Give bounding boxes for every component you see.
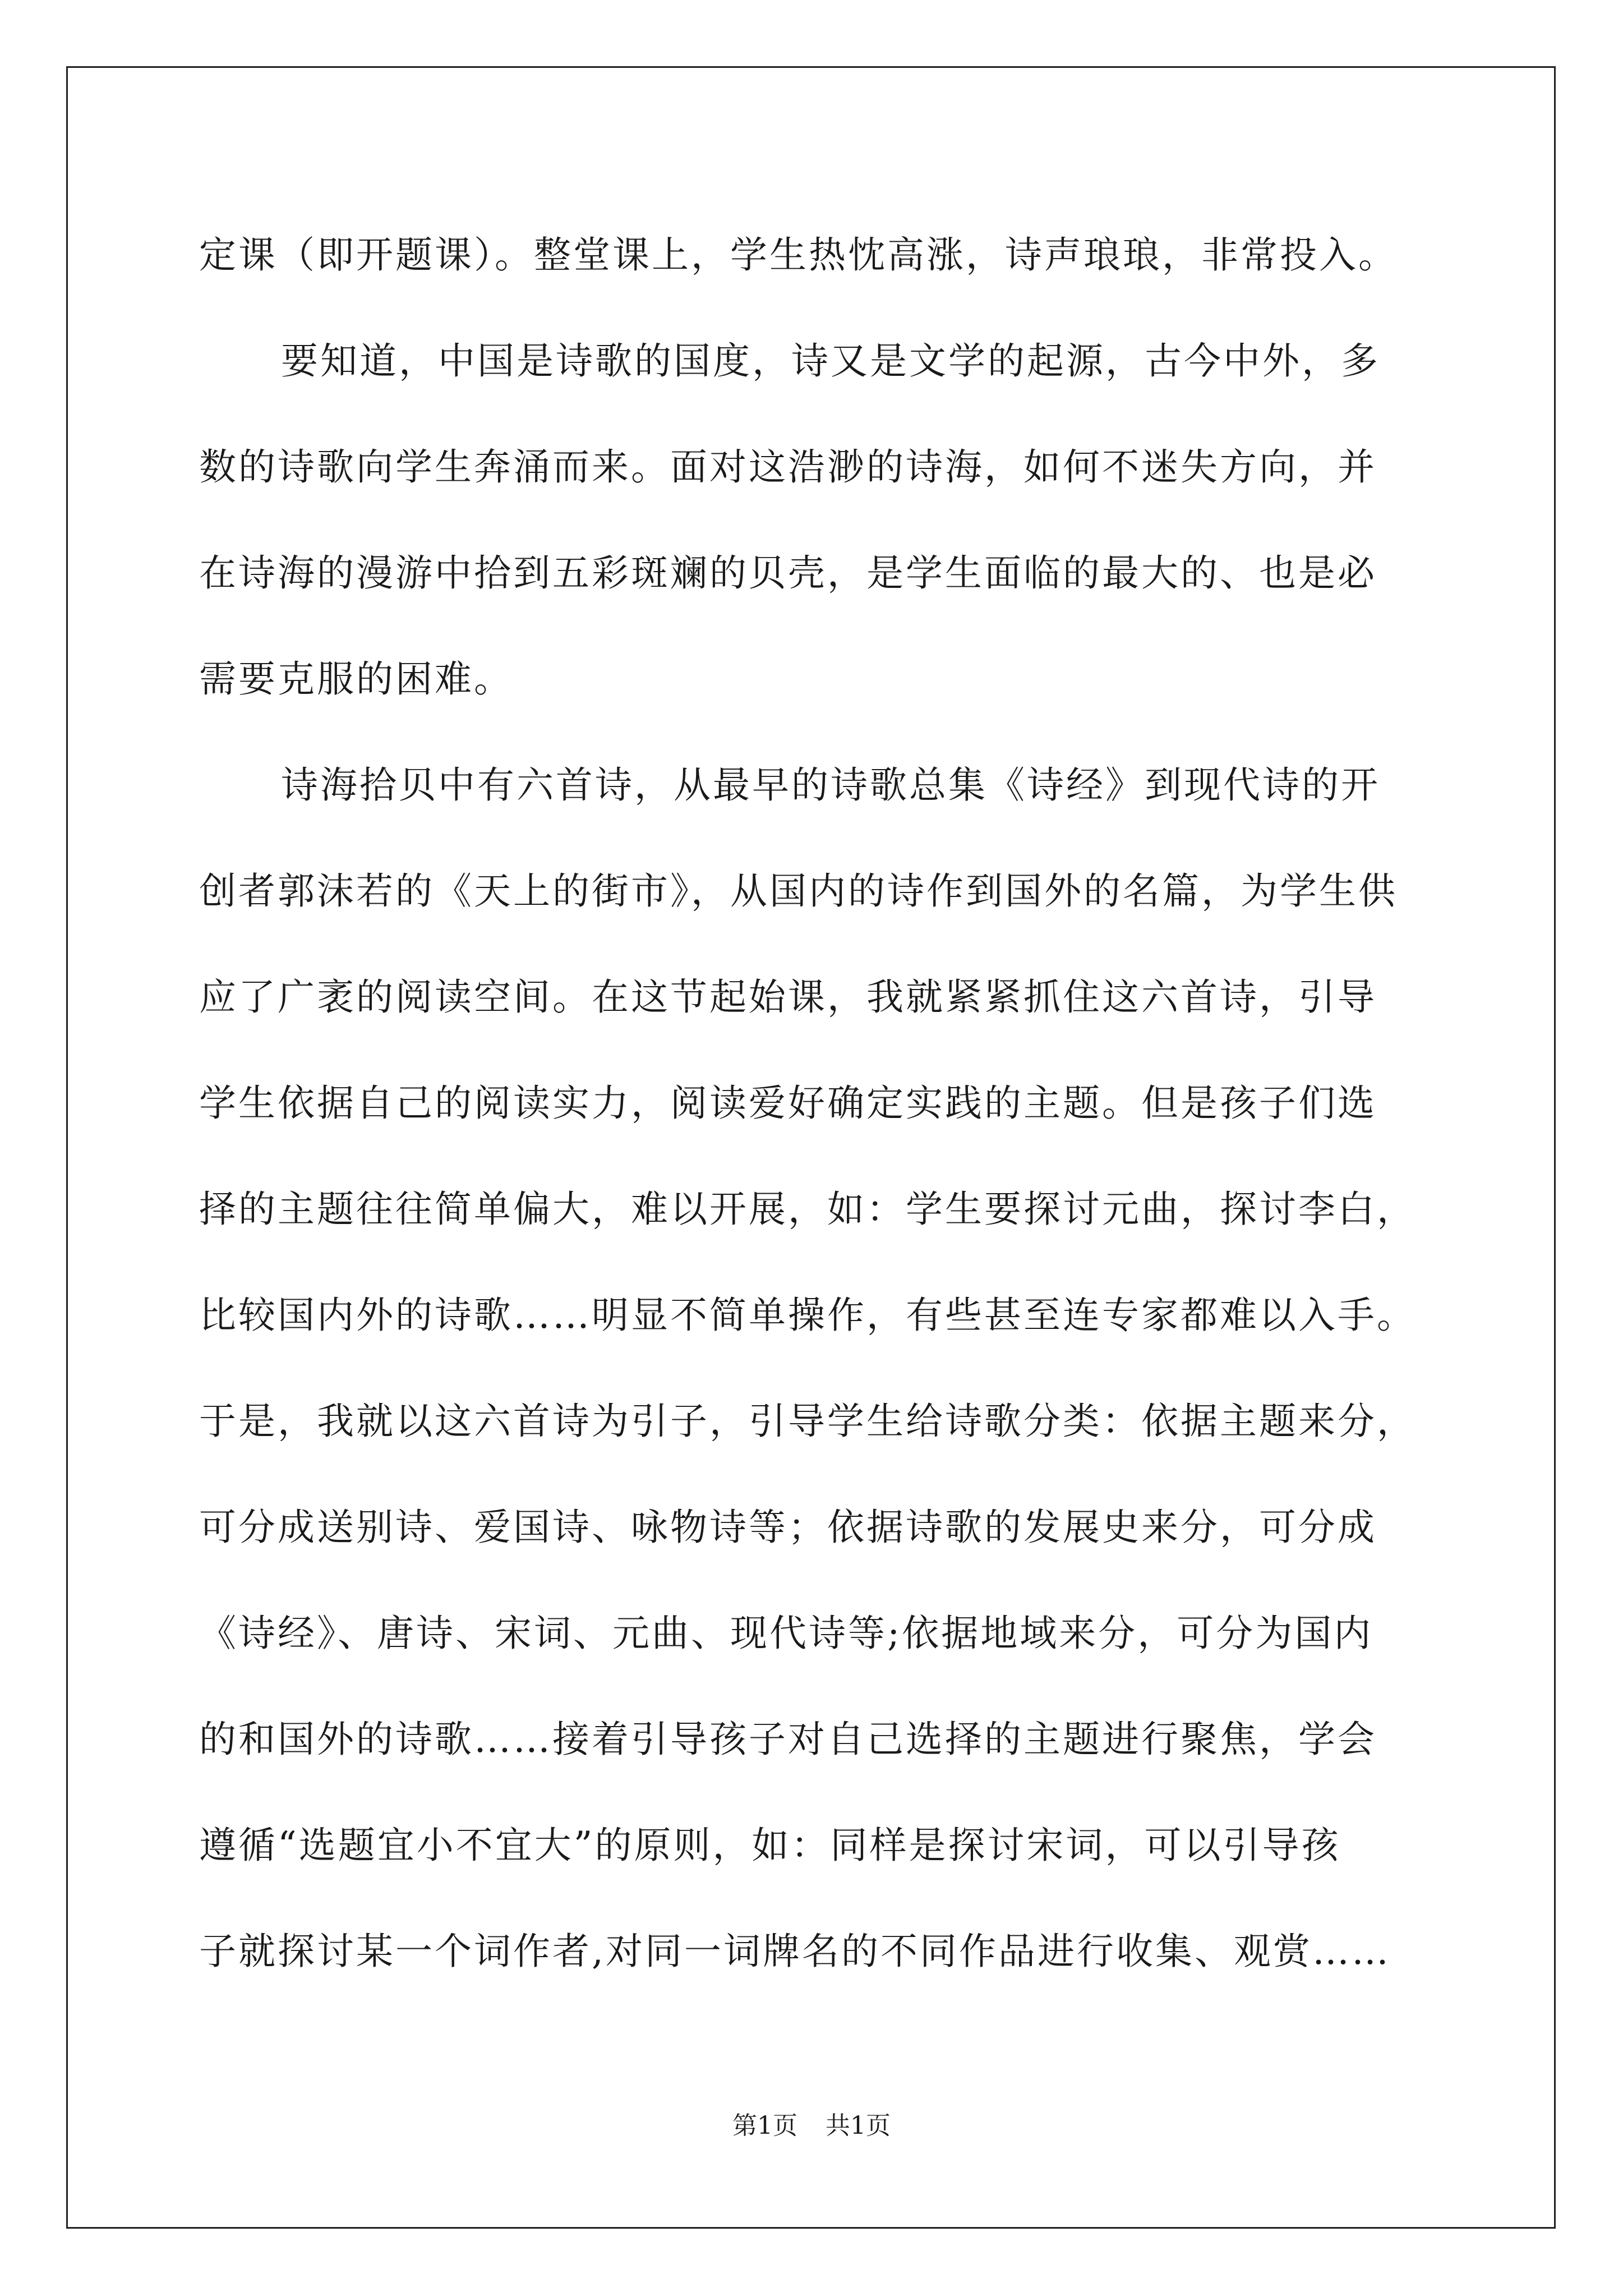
text-line: 在诗海的漫游中拾到五彩斑斓的贝壳，是学生面临的最大的、也是必 <box>199 551 1377 595</box>
page-number: 第1页 <box>732 2111 797 2140</box>
text-line: 可分成送别诗、爱国诗、咏物诗等；依据诗歌的发展史来分，可分成 <box>199 1506 1377 1549</box>
text-line: 《诗经》、唐诗、宋词、元曲、现代诗等;依据地域来分，可分为国内 <box>199 1612 1373 1655</box>
paragraph-start-line: 诗海拾贝中有六首诗，从最早的诗歌总集《诗经》到现代诗的开 <box>281 763 1380 807</box>
text-line: 的和国外的诗歌……接着引导孩子对自己选择的主题进行聚焦，学会 <box>199 1718 1377 1761</box>
text-line: 定课（即开题课）。整堂课上，学生热忱高涨，诗声琅琅，非常投入。 <box>199 233 1398 277</box>
text-line: 子就探讨某一个词作者,对同一词牌名的不同作品进行收集、观赏…… <box>199 1930 1391 1973</box>
page-total: 共1页 <box>826 2111 891 2140</box>
text-line: 创者郭沫若的《天上的街市》，从国内的诗作到国外的名篇，为学生供 <box>199 869 1398 913</box>
document-body <box>199 202 1433 2004</box>
page-footer <box>0 2109 1623 2143</box>
text-line: 数的诗歌向学生奔涌而来。面对这浩渺的诗海，如何不迷失方向，并 <box>199 445 1377 489</box>
text-line: 遵循“选题宜小不宜大”的原则，如：同样是探讨宋词，可以引导孩 <box>199 1824 1341 1867</box>
text-line: 比较国内外的诗歌……明显不简单操作，有些甚至连专家都难以入手。 <box>199 1294 1416 1337</box>
paragraph-start-line: 要知道，中国是诗歌的国度，诗又是文学的起源，古今中外，多 <box>281 339 1380 383</box>
text-line: 需要克服的困难。 <box>199 657 513 701</box>
text-line: 于是，我就以这六首诗为引子，引导学生给诗歌分类：依据主题来分， <box>199 1400 1416 1443</box>
text-line: 学生依据自己的阅读实力，阅读爱好确定实践的主题。但是孩子们选 <box>199 1082 1377 1125</box>
text-line: 应了广袤的阅读空间。在这节起始课，我就紧紧抓住这六首诗，引导 <box>199 976 1377 1019</box>
text-line: 择的主题往往简单偏大，难以开展，如：学生要探讨元曲，探讨李白， <box>199 1188 1416 1231</box>
